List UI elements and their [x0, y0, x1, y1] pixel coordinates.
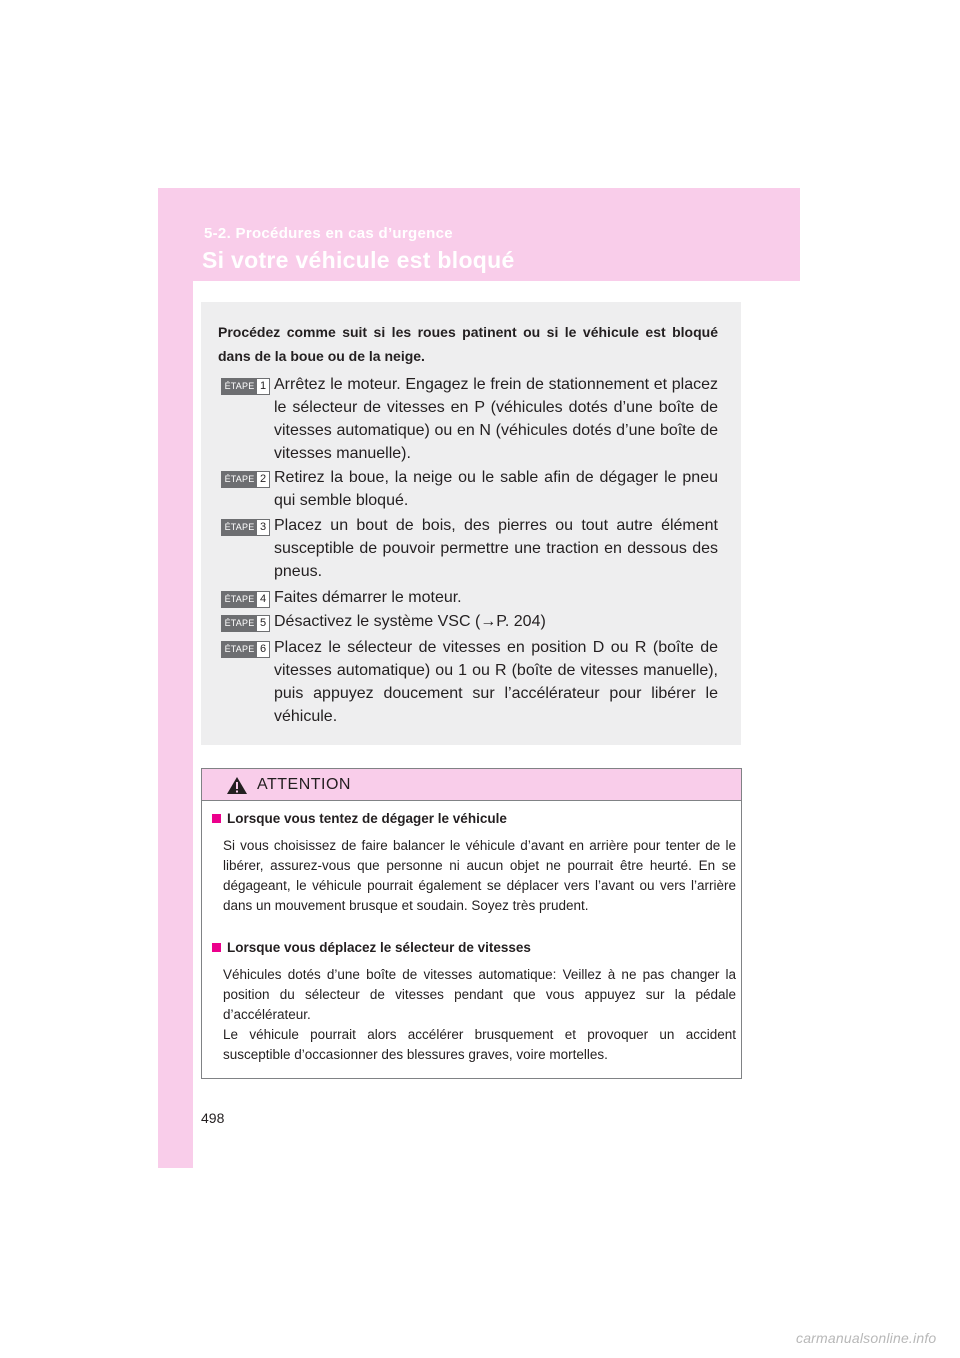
attention-heading-1 [212, 811, 732, 826]
step-text: Faites démarrer le moteur. [274, 589, 462, 606]
attention-title: ATTENTION [257, 776, 351, 793]
step-badge-word: ÉTAPE [222, 642, 257, 657]
attention-paragraph: Si vous choisissez de faire balancer le véhicule d’avant en arrière pour tenter de le libérer, assurez-vous que personne ni aucun objet ne pourrait être heurté. En se dégageant, le véhicule pourrait également se déplacer vers l’avant ou vers l’arrière dans un mouvement brusque et soudain. Soyez très prudent. [223, 838, 736, 913]
step-5 [221, 610, 718, 633]
step-1 [221, 373, 718, 465]
warning-icon [226, 776, 248, 795]
step-badge-number: 3 [259, 521, 267, 533]
page-number: 498 [201, 1110, 225, 1126]
page-title: Si votre véhicule est bloqué [202, 247, 515, 273]
step-6 [221, 636, 718, 728]
attention-paragraph: Le véhicule pourrait alors accélérer brusquement et provoquer un accident susceptible d’occasionner des blessures graves, voire mortelles. [223, 1027, 736, 1062]
step-badge [221, 519, 270, 536]
step-text: Placez un bout de bois, des pierres ou tout autre élément susceptible de pouvoir permettre une traction en dessous des pneus. [274, 517, 718, 580]
step-badge-word: ÉTAPE [222, 616, 257, 631]
intro-text: Procédez comme suit si les roues patinent ou si le véhicule est bloqué dans de la boue ou de la neige. [218, 324, 718, 364]
attention-heading-text: Lorsque vous déplacez le sélecteur de vitesses [227, 940, 531, 955]
attention-box [201, 768, 742, 1079]
step-badge-word: ÉTAPE [222, 520, 257, 535]
section-label: 5-2. Procédures en cas d’urgence [204, 225, 453, 242]
attention-body-2 [223, 965, 736, 1065]
attention-paragraph: Véhicules dotés d’une boîte de vitesses automatique: Veillez à ne pas changer la position du sélecteur de vitesses pendant que vous appuyez sur la pédale d’accélérateur. [223, 967, 736, 1022]
step-badge-number: 5 [259, 617, 267, 629]
step-badge [221, 641, 270, 658]
step-text: Retirez la boue, la neige ou le sable afin de dégager le pneu qui semble bloqué. [274, 469, 718, 509]
step-badge-number: 4 [259, 593, 267, 605]
step-badge [221, 615, 270, 632]
step-2 [221, 466, 718, 512]
attention-heading-2 [212, 940, 732, 955]
step-badge [221, 591, 270, 608]
step-text: Désactivez le système VSC (→P. 204) [274, 613, 546, 630]
step-text: Placez le sélecteur de vitesses en position D ou R (boîte de vitesses automatique) ou 1 ou R (boîte de vitesses manuelle), puis appuyez doucement sur l’accélérateur pour libérer le véhicule. [274, 639, 718, 725]
watermark: carmanualsonline.info [796, 1330, 937, 1346]
square-bullet-icon [212, 814, 221, 823]
step-4 [221, 586, 718, 609]
step-badge-word: ÉTAPE [222, 472, 257, 487]
step-badge-number: 6 [259, 643, 267, 655]
step-3 [221, 514, 718, 583]
step-badge-number: 2 [259, 473, 267, 485]
attention-body-1 [223, 836, 736, 916]
attention-heading-text: Lorsque vous tentez de dégager le véhicule [227, 811, 507, 826]
step-text: Arrêtez le moteur. Engagez le frein de stationnement et placez le sélecteur de vitesses en P (véhicules dotés d’une boîte de vitesses automatique) ou en N (véhicules dotés d’une boîte de vitesses manuelle). [274, 376, 718, 462]
step-badge [221, 471, 270, 488]
attention-header [202, 769, 741, 801]
step-badge-number: 1 [259, 380, 267, 392]
step-badge [221, 378, 270, 395]
square-bullet-icon [212, 943, 221, 952]
step-badge-word: ÉTAPE [222, 592, 257, 607]
step-badge-word: ÉTAPE [222, 379, 257, 394]
